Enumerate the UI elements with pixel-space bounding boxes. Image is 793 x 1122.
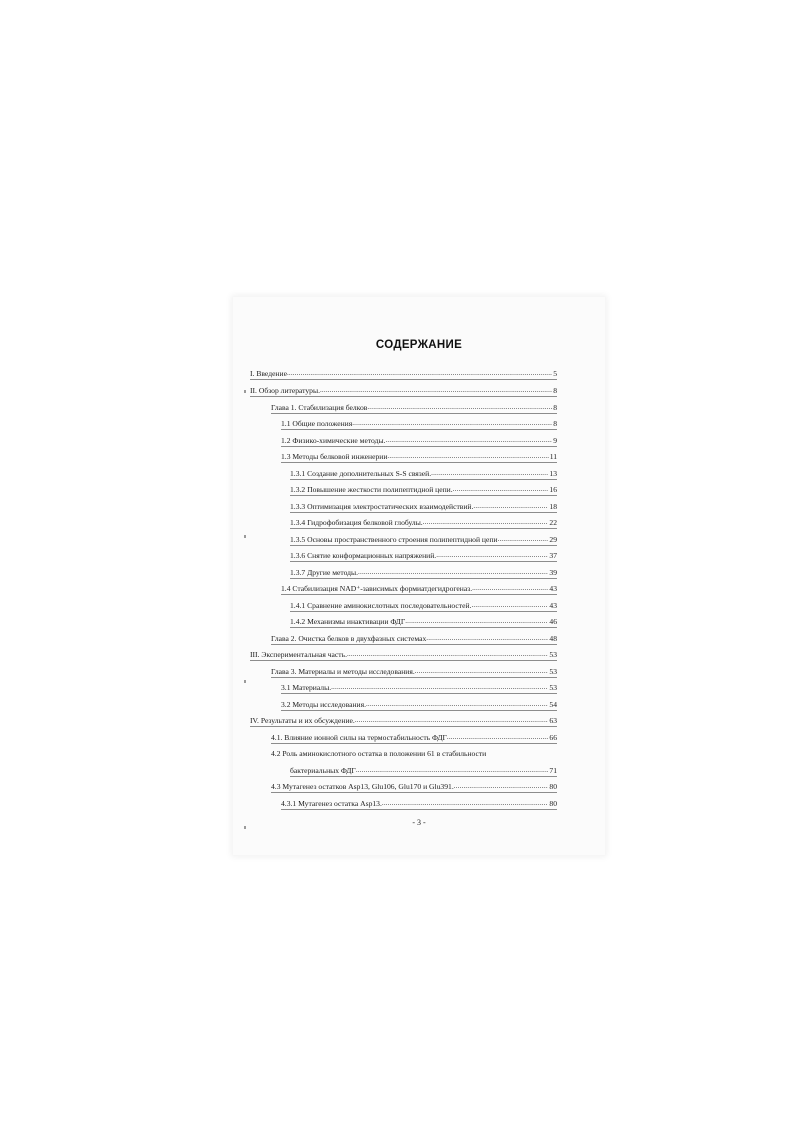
toc-entry [281,414,557,430]
toc-entry [290,596,557,612]
toc-entry-text: 1.3 Методы белковой инженерии [281,452,388,461]
toc-entry [250,645,557,661]
toc-entry-page: 53 [549,683,557,692]
toc-entry-page: 43 [549,584,557,593]
toc-entry-page: 8 [553,419,557,428]
toc-entry-text: 1.3.4 Гидрофобизация белковой глобулы. [290,518,423,527]
toc-entry-text: 3.1 Материалы. [281,683,332,692]
toc-entry-page: 16 [549,485,557,494]
toc-entry-page: 80 [549,782,557,791]
toc-entry-page: 53 [549,650,557,659]
toc-entry-page: 71 [549,766,557,775]
toc-entry [271,728,557,744]
toc-entry-text: 1.4.2 Механизмы инактивации ФДГ [290,617,406,626]
toc-entry-page: 9 [553,436,557,445]
toc-entry-page: 13 [549,469,557,478]
toc-entry-text: 3.2 Методы исследования. [281,700,366,709]
toc-entry-text: I. Введение [250,369,287,378]
toc-entry-page: 43 [549,601,557,610]
toc-entry [271,744,557,759]
toc-entry-text: 1.4.1 Сравнение аминокислотных последовательностей. [290,601,472,610]
toc-entry [271,777,557,793]
toc-entry-text: 1.3.5 Основы пространственного строения полипептидной цепи [290,535,498,544]
toc-entry-page: 18 [549,502,557,511]
toc-entry [250,381,557,397]
toc-entry-page: 48 [549,634,557,643]
toc-entry-text: 4.3 Мутагенез остатков Asp13, Glu106, Glu170 и Glu391. [271,782,454,791]
toc-entry [290,464,557,480]
toc-entry [290,546,557,562]
toc-entry-page: 39 [549,568,557,577]
toc-entry [290,530,557,546]
toc-entry-page: 22 [549,518,557,527]
toc-entry [290,563,557,579]
toc-entry-text: 4.1. Влияние ионной силы на термостабильность ФДГ [271,733,447,742]
toc-entry-text: IV. Результаты и их обсуждение. [250,716,355,725]
toc-entry-page: 66 [549,733,557,742]
toc-entry-text: 1.2 Физико-химические методы. [281,436,386,445]
toc-entry-text: 1.1 Общие положения [281,419,353,428]
toc-entry-text: 1.3.7 Другие методы. [290,568,359,577]
toc-entry [281,579,557,595]
toc-entry-page: 5 [553,369,557,378]
toc-entry-page: 53 [549,667,557,676]
toc-entry-text: 1.4 Стабилизация NAD⁺-зависимых формиатдегидрогеназ. [281,584,473,593]
toc-entry [281,678,557,694]
toc-entry-page: 37 [549,551,557,560]
toc-entry-page: 29 [549,535,557,544]
toc-entry [271,629,557,645]
scan-artifact [244,680,246,683]
toc-entry-text: 4.2 Роль аминокислотного остатка в положении 61 в стабильности [271,749,487,758]
toc-entry-text: 1.3.3 Оптимизация электростатических взаимодействий. [290,502,474,511]
toc-entry-text: II. Обзор литературы. [250,386,320,395]
toc-entry [290,497,557,513]
toc-entry [290,513,557,529]
toc-entry [250,711,557,727]
toc-entry [271,398,557,414]
toc-entry [281,447,557,463]
toc-entry-page: 8 [553,403,557,412]
toc-entry-page: 80 [549,799,557,808]
toc-entry [250,364,557,380]
toc-entry-text: бактериальных ФДГ [290,766,356,775]
scan-artifact [244,826,246,829]
toc-entry-text: 1.3.6 Снятие конформационных напряжений. [290,551,437,560]
toc-entry [281,794,557,810]
toc-entry-text: 4.3.1 Мутагенез остатка Asp13. [281,799,382,808]
scan-artifact [244,535,246,538]
toc-entry-page: 46 [549,617,557,626]
toc-entry [290,480,557,496]
toc-entry [281,431,557,447]
toc-entry [281,695,557,711]
toc-entry-page: 11 [549,452,557,461]
toc-entry-text: Глава 3. Материалы и методы исследования. [271,667,415,676]
toc-entry [290,761,557,777]
toc-entry-text: III. Экспериментальная часть. [250,650,347,659]
toc-entry-text: 1.3.1 Создание дополнительных S-S связей. [290,469,432,478]
toc-entry-text: Глава 2. Очистка белков в двухфазных системах [271,634,427,643]
scan-artifact [244,390,246,393]
toc-entry [271,662,557,678]
toc-entry-page: 54 [549,700,557,709]
toc-entry-page: 63 [549,716,557,725]
toc-entry [290,612,557,628]
toc-entry-text: Глава 1. Стабилизация белков [271,403,368,412]
toc-entry-page: 8 [553,386,557,395]
page-number: - 3 - [412,818,426,827]
toc-entry-text: 1.3.2 Повышение жесткости полипептидной цепи. [290,485,453,494]
page-title: СОДЕРЖАНИЕ [375,339,463,351]
